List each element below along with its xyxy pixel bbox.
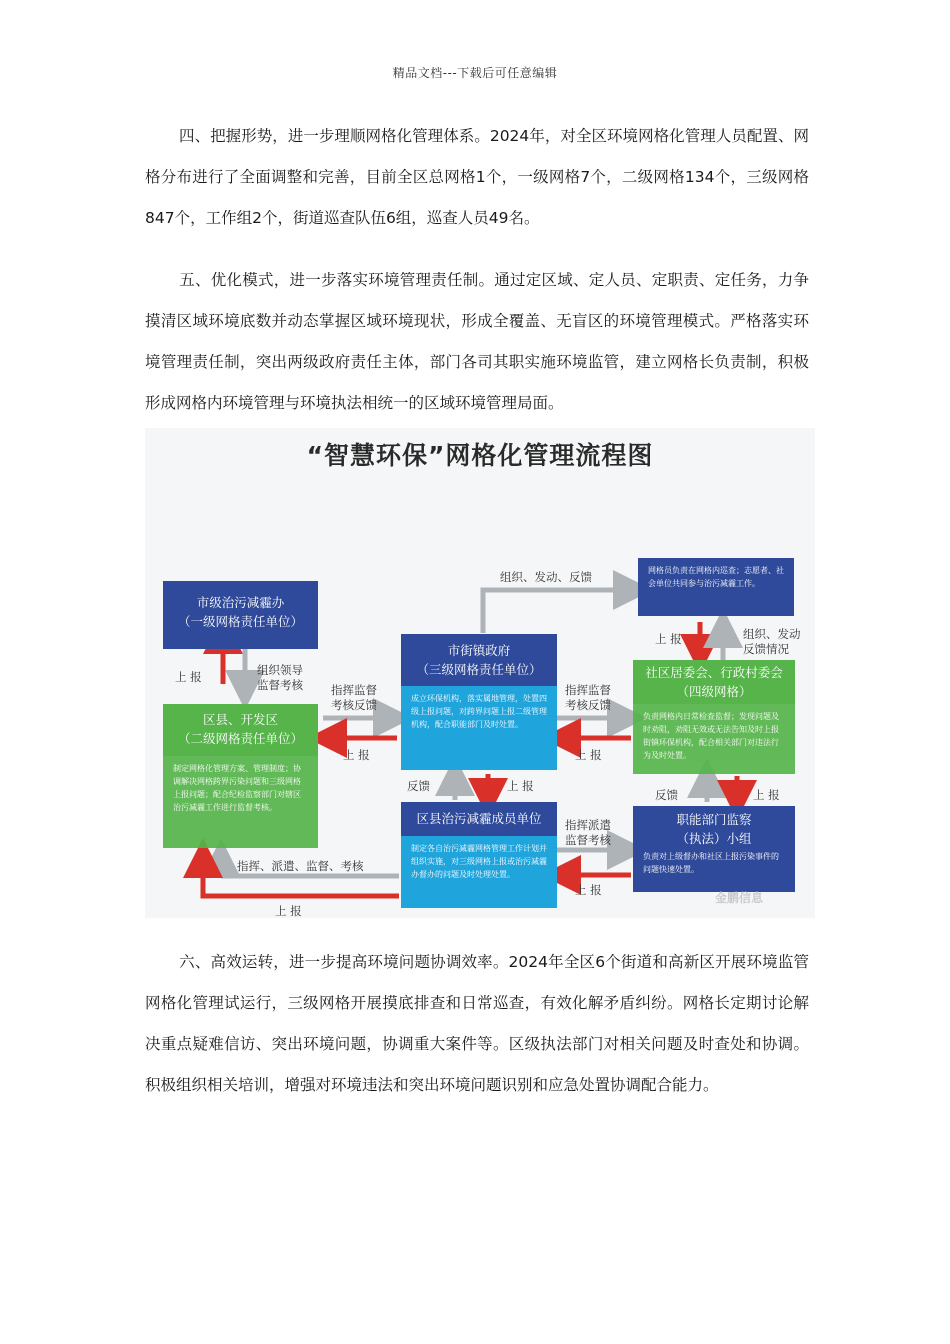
label-report-enforcement: 上 报 [753, 788, 780, 802]
paragraph-5-text: 五、优化模式，进一步落实环境管理责任制。通过定区域、定人员、定职责、定任务，力争摸清区域环境底数并动态掌握区域环境现状，形成全覆盖、无盲区的环境管理模式。严格落实环境管理责任制，突出两级政府责任主体，部门各司其职实施环境监管，建立网格长负责制，积极形成网格内环境管理与环境执法相统一的区域环境管理局面。 [145, 271, 809, 412]
enforcement-line1: 职能部门监察 [676, 812, 752, 827]
members-line1: 区县治污减霾成员单位 [416, 811, 542, 826]
paragraph-5 [145, 260, 809, 424]
district-box [163, 704, 318, 756]
enforcement-box [633, 806, 795, 892]
label-report-members: 上 报 [507, 779, 534, 793]
label-report-bottom-right: 上 报 [575, 883, 602, 897]
label-lead: 组织领导 监督考核 [257, 663, 303, 692]
label-dispatch-right: 指挥派遣 监督考核 [565, 818, 611, 847]
flowchart-title: “智慧环保”网格化管理流程图 [306, 441, 654, 470]
community-desc: 负责网格内日常检查监督；发现问题及时劝阻，劝阻无效或无法告知及时上报街镇环保机构，配合相关部门对违法行为及时处置。 [643, 712, 779, 760]
town-desc-box [401, 686, 557, 770]
grid-staff-desc: 网格员负责在网格内巡查；志愿者、社会单位共同参与治污减霾工作。 [648, 566, 784, 588]
paragraph-6 [145, 942, 809, 1106]
town-line2: （三级网格责任单位） [416, 662, 542, 677]
watermark-logo: 金鹏信息 [715, 891, 764, 905]
label-command-left: 指挥监督 考核反馈 [331, 683, 377, 712]
page-header: 精品文档---下载后可任意编辑 [392, 66, 558, 80]
enforcement-line2: （执法）小组 [676, 831, 752, 846]
label-feedback-community: 反馈 [655, 788, 678, 802]
enforcement-desc: 负责对上级督办和社区上报污染事件的问题快速处置。 [643, 852, 779, 874]
label-org-right: 组织、发动 反馈情况 [743, 627, 801, 656]
label-feedback-town: 反馈 [407, 779, 430, 793]
label-dispatch-bottom: 指挥、派遣、监督、考核 [237, 859, 364, 873]
community-line1: 社区居委会、行政村委会 [645, 665, 783, 680]
label-report-bottom: 上 报 [275, 904, 302, 918]
district-line2: （二级网格责任单位） [177, 731, 303, 746]
members-desc-box [401, 836, 557, 908]
town-line1: 市街镇政府 [447, 643, 511, 658]
paragraph-6-text: 六、高效运转，进一步提高环境问题协调效率。2024年全区6个街道和高新区开展环境监管网格化管理试运行，三级网格开展摸底排查和日常巡查，有效化解矛盾纠纷。网格长定期讨论解决重点疑难信访、突出环境问题，协调重大案件等。区级执法部门对相关问题及时查处和协调。积极组织相关培训，增强对环境违法和突出环境问题识别和应急处置协调配合能力。 [145, 953, 809, 1094]
label-report-district: 上 报 [343, 748, 370, 762]
flowchart-figure [145, 428, 815, 918]
label-command-right: 指挥监督 考核反馈 [565, 683, 611, 712]
town-desc: 成立环保机构，落实属地管理，处置四级上报问题，对跨界问题上报二级管理机构，配合职能部门及时处置。 [411, 694, 547, 729]
paragraph-4 [145, 116, 809, 239]
label-report-grid: 上 报 [655, 632, 682, 646]
community-box [633, 660, 795, 704]
city-office-line2: （一级网格责任单位） [177, 614, 303, 629]
district-desc-box [163, 756, 318, 848]
grid-staff-box [638, 558, 794, 616]
label-org-top: 组织、发动、反馈 [500, 570, 592, 584]
community-line2: （四级网格） [676, 684, 752, 699]
district-line1: 区县、开发区 [202, 712, 278, 727]
city-office-box [163, 581, 318, 649]
paragraph-4-text: 四、把握形势，进一步理顺网格化管理体系。2024年，对全区环境网格化管理人员配置、网格分布进行了全面调整和完善，目前全区总网格1个，一级网格7个，二级网格134个，三级网格847个，工作组2个，街道巡查队伍6组，巡查人员49名。 [145, 127, 809, 227]
label-report-city: 上 报 [175, 670, 202, 684]
community-desc-box [633, 704, 795, 774]
members-desc: 制定各自治污减霾网格管理工作计划并组织实施，对三级网格上报或治污减霾办督办的问题及时处理处置。 [411, 844, 547, 879]
town-box [401, 634, 557, 686]
members-box [401, 802, 557, 836]
city-office-line1: 市级治污减霾办 [196, 595, 285, 610]
label-report-town: 上 报 [575, 748, 602, 762]
district-desc: 制定网格化管理方案、管理制度；协调解决网格跨界污染问题和三级网格上报问题；配合纪检监察部门对辖区治污减霾工作进行监督考核。 [173, 764, 301, 812]
